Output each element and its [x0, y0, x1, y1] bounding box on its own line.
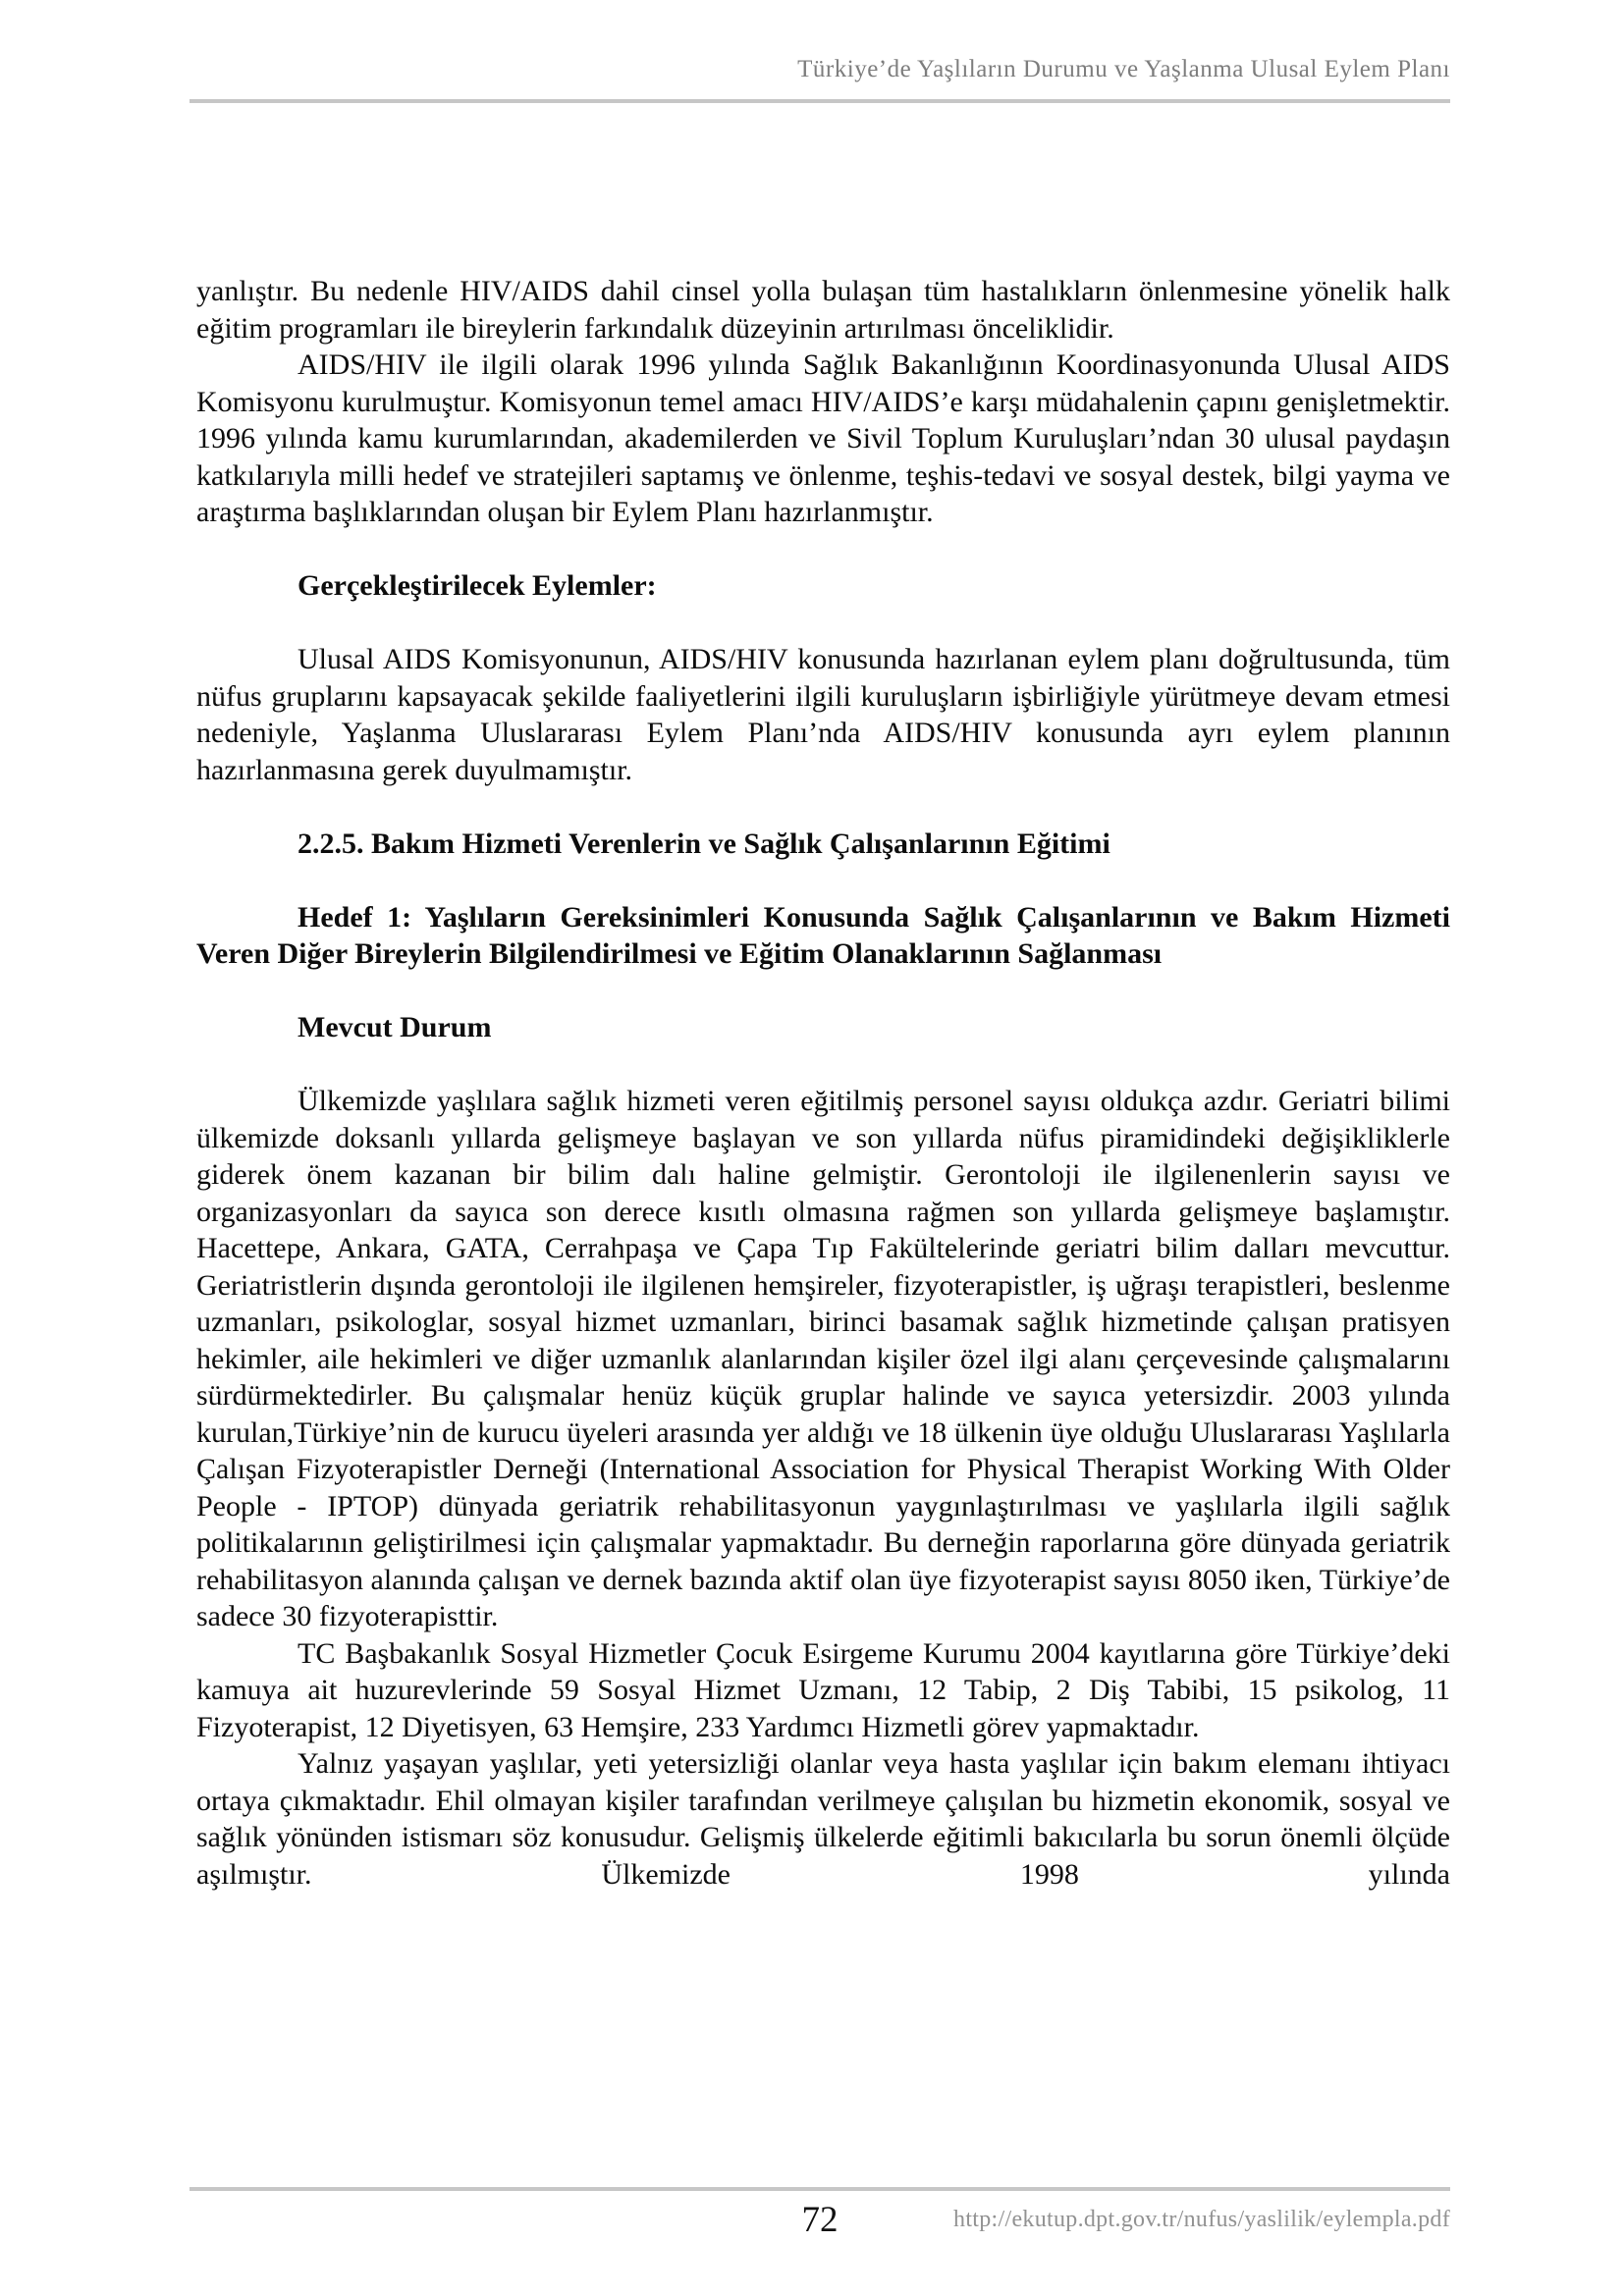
paragraph-geriatri: Ülkemizde yaşlılara sağlık hizmeti veren eğitilmiş personel sayısı oldukça azdır. Geriatri bilimi ülkemizde doksanlı yıllarda gelişmeye başlayan ve son yıllarda nüfus piramidindeki değişikliklerle giderek önem kazanan bir bilim dalı haline gelmiştir. Gerontoloji ile ilgilenenlerin sayısı ve organizasyonları da sayıca son derece kısıtlı olmasına rağmen son yıllarda gelişmeye başlamıştır. Hacettepe, Ankara, GATA, Cerrahpaşa ve Çapa Tıp Fakültelerinde geriatri bilim dalları mevcuttur. Geriatristlerin dışında gerontoloji ile ilgilenen hemşireler, fizyoterapistler, iş uğraşı terapistleri, beslenme uzmanları, psikologlar, sosyal hizmet uzmanları, birinci basamak sağlık hizmetinde çalışan pratisyen hekimler, aile hekimleri ve diğer uzmanlık alanlarından kişiler özel ilgi alanı çerçevesinde çalışmalarını sürdürmektedirler. Bu çalışmalar henüz küçük gruplar halinde ve sayıca yetersizdir. 2003 yılında kurulan,Türkiye’nin de kurucu üyeleri arasında yer aldığı ve 18 ülkenin üye olduğu Uluslararası Yaşlılarla Çalışan Fizyoterapistler Derneği (International Association for Physical Therapist Working With Older People - IPTOP) dünyada geriatrik rehabilitasyonun yaygınlaştırılması ve yaşlılarla ilgili sağlık politikalarının geliştirilmesi için çalışmalar yapmaktadır. Bu derneğin raporlarına göre dünyada geriatrik rehabilitasyon alanında çalışan ve dernek bazında aktif olan üye fizyoterapist sayısı 8050 iken, Türkiye’de sadece 30 fizyoterapisttir. — [196, 1085, 1450, 1632]
page-header — [189, 55, 1450, 96]
running-header-title: Türkiye’de Yaşlıların Durumu ve Yaşlanma Ulusal Eylem Planı — [797, 56, 1450, 82]
paragraph-ulusal-aids: Ulusal AIDS Komisyonunun, AIDS/HIV konusunda hazırlanan eylem planı doğrultusunda, tüm nüfus gruplarını kapsayacak şekilde faaliyetlerini ilgili kuruluşların işbirliğiyle yürütmeye devam etmesi nedeniyle, Yaşlanma Uluslararası Eylem Planı’nda AIDS/HIV konusunda ayrı eylem planının hazırlanmasına gerek duyulmamıştır. — [196, 643, 1450, 786]
paragraph-shcek-kayitlari: TC Başbakanlık Sosyal Hizmetler Çocuk Esirgeme Kurumu 2004 kayıtlarına göre Türkiye’deki kamuya ait huzurevlerinde 59 Sosyal Hizmet Uzmanı, 12 Tabip, 2 Diş Tabibi, 15 psikolog, 11 Fizyoterapist, 12 Diyetisyen, 63 Hemşire, 233 Yardımcı Hizmetli görev yapmaktadır. — [196, 1636, 1450, 1743]
page-number: 72 — [801, 2200, 839, 2240]
footer-source-url: http://ekutup.dpt.gov.tr/nufus/yaslilik/eylempla.pdf — [953, 2207, 1450, 2232]
paragraph-bakim-elemani: Yalnız yaşayan yaşlılar, yeti yetersizliği olanlar veya hasta yaşlılar için bakım elemanı ihtiyacı ortaya çıkmaktadır. Ehil olmayan kişiler tarafından verilmeye çalışılan bu hizmetin ekonomik, sosyal ve sağlık yönünden istismarı söz konusudur. Gelişmiş ülkelerde eğitimli bakıcılarla bu sorun önemli ölçüde aşılmıştır. Ülkemizde 1998 yılında — [196, 1747, 1450, 1891]
paragraph-hiv-prevention: yanlıştır. Bu nedenle HIV/AIDS dahil cinsel yolla bulaşan tüm hastalıkların önlenmesine yönelik halk eğitim programları ile bireylerin farkındalık düzeyinin artırılması önceliklidir. — [196, 275, 1450, 345]
section-heading-hedef-1: Hedef 1: Yaşlıların Gereksinimleri Konusunda Sağlık Çalışanlarının ve Bakım Hizmeti Veren Diğer Bireylerin Bilgilendirilmesi ve Eğitim Olanaklarının Sağlanması — [196, 900, 1450, 970]
section-heading-mevcut-durum: Mevcut Durum — [298, 1011, 492, 1043]
header-divider — [189, 99, 1450, 103]
document-body — [196, 273, 1450, 1893]
page-footer — [189, 2187, 1450, 2269]
section-heading-eylemler: Gerçekleştirilecek Eylemler: — [298, 569, 657, 602]
section-heading-2-2-5: 2.2.5. Bakım Hizmeti Verenlerin ve Sağlık Çalışanlarının Eğitimi — [298, 827, 1110, 860]
paragraph-aids-commission: AIDS/HIV ile ilgili olarak 1996 yılında Sağlık Bakanlığının Koordinasyonunda Ulusal AIDS Komisyonu kurulmuştur. Komisyonun temel amacı HIV/AIDS’e karşı müdahalenin çapını genişletmektir. 1996 yılında kamu kurumlarından, akademilerden ve Sivil Toplum Kuruluşları’ndan 30 ulusal paydaşın katkılarıyla milli hedef ve stratejileri saptamış ve önlenme, teşhis-tedavi ve sosyal destek, bilgi yayma ve araştırma başlıklarından oluşan bir Eylem Planı hazırlanmıştır. — [196, 348, 1450, 528]
